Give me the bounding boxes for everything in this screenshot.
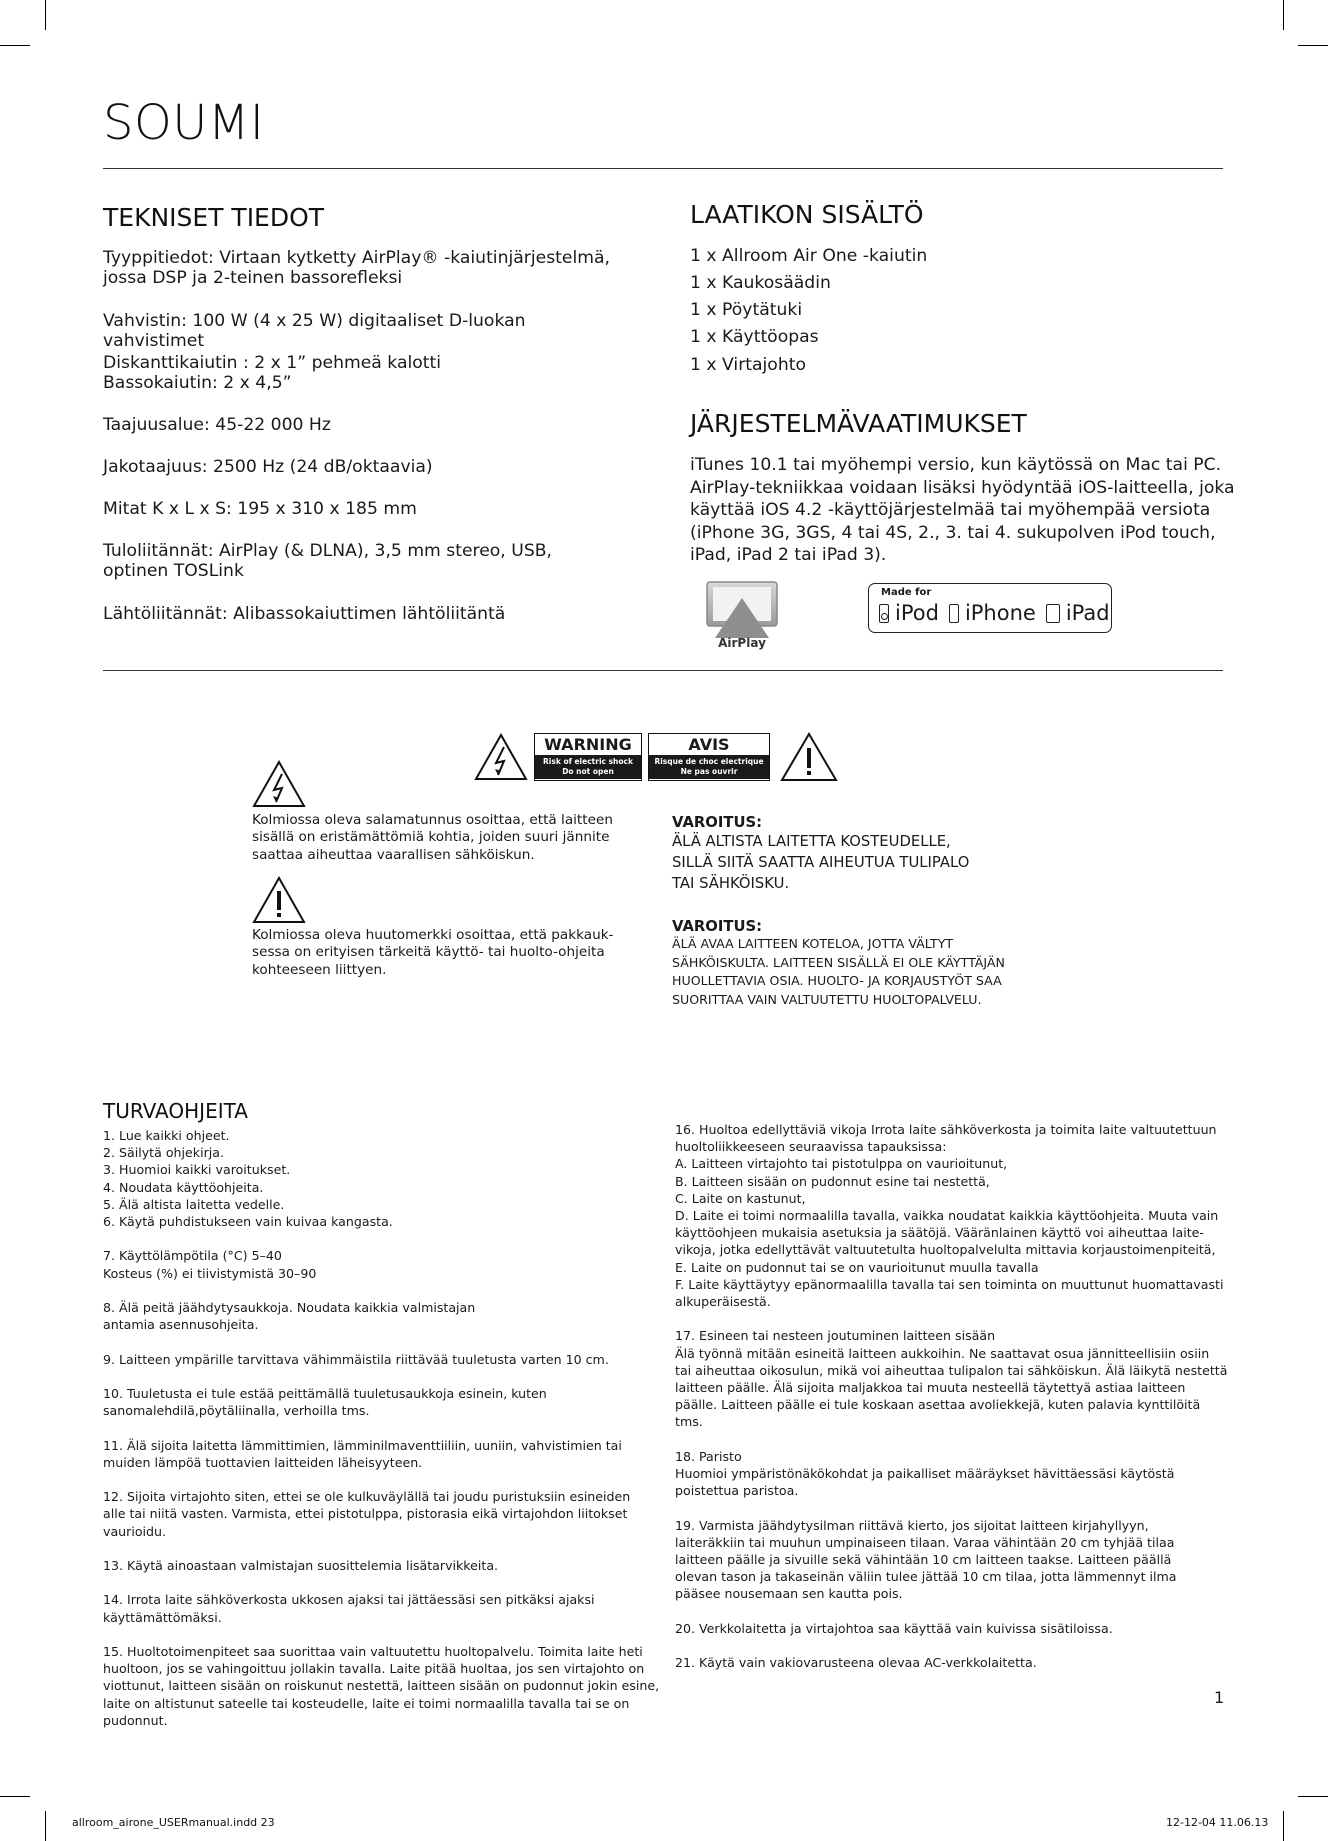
warning-body: ÄLÄ ALTISTA LAITETTA KOSTEUDELLE, SILLÄ SIITÄ SAATTA AIHEUTUA TULIPALO TAI SÄHKÖISKU. xyxy=(672,833,970,892)
spec-item: Jakotaajuus: 2500 Hz (24 dB/oktaavia) xyxy=(103,457,433,477)
box-item: 1 x Kaukosäädin xyxy=(690,273,831,293)
box-item: 1 x Allroom Air One -kaiutin xyxy=(690,246,928,266)
spec-item: Vahvistin: 100 W (4 x 25 W) digitaaliset D-luokan vahvistimet xyxy=(103,311,526,351)
box-item: 1 x Käyttöopas xyxy=(690,327,819,347)
page-title: SOUMI xyxy=(103,95,265,151)
device-label: iPad xyxy=(1065,601,1110,625)
safety-item: 21. Käytä vain vakiovarusteena olevaa AC-verkkolaitetta. xyxy=(675,1655,1037,1671)
crop-mark xyxy=(1283,1811,1284,1841)
lightning-triangle-icon xyxy=(474,733,528,781)
safety-item: 17. Esineen tai nesteen joutuminen laitteen sisään Älä työnnä mitään esineitä laitteen aukkoihin. Ne saattavat osua jännitteellisiin osiin tai aiheuttaa oikosulun, mikä voi aiheuttaa tulipalon tai sähköiskun. Älä läikytä nestettä laitteen päälle. Älä sijoita maljakkoa tai muuta nesteellä täytettyä astiaa laitteen päälle. Laitteen päälle ei tule koskaan asettaa avoliekkejä, kuten palavia kynttilöitä tms. xyxy=(675,1328,1228,1430)
airplay-label: AirPlay xyxy=(718,636,766,650)
spec-item: Tyyppitiedot: Virtaan kytketty AirPlay® -kaiutinjärjestelmä, jossa DSP ja 2-teinen bassorefleksi xyxy=(103,248,610,288)
ipod-icon xyxy=(879,604,889,623)
safety-item: 7. Käyttölämpötila (°C) 5–40 Kosteus (%) ei tiivistymistä 30–90 xyxy=(103,1248,317,1281)
safety-item: 19. Varmista jäähdytysilman riittävä kierto, jos sijoitat laitteen kirjahyllyyn, laiteräkkiin tai muuhun umpinaiseen tilaan. Varaa vähintään 20 cm tyhjää tilaa laitteen päälle ja sivuille sekä vähintään 10 cm laitteen taakse. Laitteen päällä olevan tason ja takaseinän väliin tulee jättää 10 cm tilaa, jotta lämmennyt ilma pääsee nousemaan sen kautta pois. xyxy=(675,1517,1177,1602)
crop-mark xyxy=(1298,45,1328,46)
safety-item: 10. Tuuletusta ei tule estää peittämällä tuuletusaukkoja esinein, kuten sanomalehdilä,pöytäliinalla, verhoilla tms. xyxy=(103,1385,547,1419)
safety-item: 9. Laitteen ympärille tarvittava vähimmäistila riittävää tuuletusta varten 10 cm. xyxy=(103,1351,609,1367)
safety-item: 11. Älä sijoita laitetta lämmittimien, lämminilmaventtiiliin, uuniin, vahvistimien tai muiden lämpöä tuottavien laitteiden läheisyyteen. xyxy=(103,1437,622,1470)
safety-heading: TURVAOHJEITA xyxy=(103,1099,248,1123)
exclamation-description: Kolmiossa oleva huutomerkki osoittaa, että pakkauk- sessa on erityisen tärkeitä käyttö- tai huolto-ohjeita kohteeseen liittyen. xyxy=(252,927,614,978)
exclamation-triangle-icon xyxy=(252,876,306,924)
crop-mark xyxy=(45,1811,46,1841)
crop-mark xyxy=(0,45,30,46)
box-item: 1 x Pöytätuki xyxy=(690,300,803,320)
made-for-label: Made for xyxy=(881,587,932,598)
requirements-text: iTunes 10.1 tai myöhempi versio, kun käytössä on Mac tai PC. AirPlay-tekniikkaa voidaan lisäksi hyödyntää iOS-laitteella, joka käyttää iOS 4.2 -käyttöjärjestelmää tai myöhempää versiota (iPhone 3G, 3GS, 4 tai 4S, 2., 3. tai 4. sukupolven iPod touch, iPad, iPad 2 tai iPad 3). xyxy=(690,455,1235,565)
safety-item: 18. Paristo Huomioi ympäristönäkökohdat ja paikalliset määräykset hävittäessäsi käytöstä poistettua paristoa. xyxy=(675,1448,1175,1499)
exclamation-triangle-icon xyxy=(780,732,838,782)
avis-box xyxy=(648,733,770,781)
warning-block xyxy=(672,814,1092,894)
safety-item: 12. Sijoita virtajohto siten, ettei se ole kulkuväylällä tai joudu puristuksiin esineiden alle tai niitä vasten. Varmista, ettei pistotulppa, pistorasia eikä virtajohdon liitokset vaurioidu. xyxy=(103,1489,631,1539)
warning-body: ÄLÄ AVAA LAITTEEN KOTELOA, JOTTA VÄLTYT SÄHKÖISKULTA. LAITTEEN SISÄLLÄ EI OLE KÄYTTÄJÄN HUOLLETTAVIA OSIA. HUOLTO- JA KORJAUSTYÖT SAA SUORITTAA VAIN VALTUUTETTU HUOLTOPALVELU. xyxy=(672,936,1005,1007)
made-for-badge xyxy=(868,583,1112,633)
spec-item: Lähtöliitännät: Alibassokaiuttimen lähtöliitäntä xyxy=(103,604,506,624)
crop-mark xyxy=(1283,0,1284,30)
avis-title: AVIS xyxy=(688,735,730,754)
tech-heading: TEKNISET TIEDOT xyxy=(103,203,325,232)
crop-mark xyxy=(1298,1796,1328,1797)
safety-item: 8. Älä peitä jäähdytysaukkoja. Noudata kaikkia valmistajan antamia asennusohjeita. xyxy=(103,1300,476,1333)
safety-list-right xyxy=(675,1121,1240,1689)
title-rule xyxy=(103,168,1223,169)
spec-item: Mitat K x L x S: 195 x 310 x 185 mm xyxy=(103,499,417,519)
safety-item: 16. Huoltoa edellyttäviä vikoja Irrota laite sähköverkosta ja toimita laite valtuutettuun huoltoliikkeeseen seuraavissa tapauksissa: A. Laitteen virtajohto tai pistotulppa on vaurioitunut, B. Laitteen sisään on pudonnut esine tai nestettä, C. Laite on kastunut, D. Laite ei toimi normaalilla tavalla, vaikka noudatat kaikkia käyttöohjeita. Muuta vain käyttöohjeen mukaisia asetuksia ja säätöjä. Vääränlainen käyttö voi aiheuttaa laite- vikoja, jotka edellyttävät valtuutetulta huoltopalvelulta mittavia korjaustoimenpiteitä, E. Laite on pudonnut tai se on vaurioitunut muulla tavalla F. Laite käyttäytyy epänormaalilla tavalla tai sen toiminta on muuttunut huomattavasti alkuperäisestä. xyxy=(675,1122,1224,1310)
file-slug: allroom_airone_USERmanual.indd 23 xyxy=(72,1816,275,1829)
warning-box xyxy=(534,733,642,781)
requirements-heading: JÄRJESTELMÄVAATIMUKSET xyxy=(690,409,1027,438)
section-rule xyxy=(103,670,1223,671)
safety-item: 13. Käytä ainoastaan valmistajan suosittelemia lisätarvikkeita. xyxy=(103,1557,499,1573)
safety-item: 1. Lue kaikki ohjeet. 2. Säilytä ohjekirja. 3. Huomioi kaikki varoitukset. 4. Noudata käyttöohjeita. 5. Älä altista laitetta vedelle. 6. Käytä puhdistukseen vain kuivaa kangasta. xyxy=(103,1128,393,1230)
safety-list-left xyxy=(103,1127,663,1746)
warning-subtext: Risk of electric shock Do not open xyxy=(535,755,641,779)
warning-heading: VAROITUS: xyxy=(672,814,763,831)
date-slug: 12-12-04 11.06.13 xyxy=(1166,1816,1269,1829)
safety-item: 20. Verkkolaitetta ja virtajohtoa saa käyttää vain kuivissa sisätiloissa. xyxy=(675,1620,1113,1636)
lightning-triangle-icon xyxy=(252,760,306,808)
warning-block xyxy=(672,918,1092,1009)
spec-item: Diskanttikaiutin : 2 x 1” pehmeä kalotti Bassokaiutin: 2 x 4,5” xyxy=(103,353,442,393)
airplay-logo xyxy=(705,580,779,652)
warning-heading: VAROITUS: xyxy=(672,918,763,935)
ipad-icon xyxy=(1046,604,1060,623)
airplay-icon xyxy=(705,580,779,640)
warning-label xyxy=(474,733,774,781)
box-heading: LAATIKON SISÄLTÖ xyxy=(690,200,924,229)
crop-mark xyxy=(45,0,46,30)
safety-item: 14. Irrota laite sähköverkosta ukkosen ajaksi tai jättäessäsi sen pitkäksi ajaksi käyttämättömäksi. xyxy=(103,1592,595,1625)
page-number: 1 xyxy=(1214,1688,1225,1707)
device-label: iPod xyxy=(895,601,939,625)
spec-item: Taajuusalue: 45-22 000 Hz xyxy=(103,415,331,435)
lightning-description: Kolmiossa oleva salamatunnus osoittaa, että laitteen sisällä on eristämättömiä kohtia, joiden suuri jännite saattaa aiheuttaa vaarallisen sähköiskun. xyxy=(252,812,613,863)
device-label: iPhone xyxy=(964,601,1036,625)
iphone-icon xyxy=(949,604,959,623)
crop-mark xyxy=(0,1796,30,1797)
avis-subtext: Risque de choc electrique Ne pas ouvrir xyxy=(649,755,769,779)
box-item: 1 x Virtajohto xyxy=(690,355,806,375)
warning-title: WARNING xyxy=(544,735,632,754)
spec-item: Tuloliitännät: AirPlay (& DLNA), 3,5 mm stereo, USB, optinen TOSLink xyxy=(103,541,552,581)
safety-item: 15. Huoltotoimenpiteet saa suorittaa vain valtuutettu huoltopalvelu. Toimita laite heti huoltoon, jos se vahingoittuu jollakin tavalla. Laite pitää huoltaa, jos sen virtajohto on viottunut, laitteen sisään on roiskunut nestettä, laitteen sisään on pudonnut jokin esine, laite on altistunut sateelle tai kosteudelle, laite ei toimi normaalilla tavalla tai se on pudonnut. xyxy=(103,1643,660,1728)
